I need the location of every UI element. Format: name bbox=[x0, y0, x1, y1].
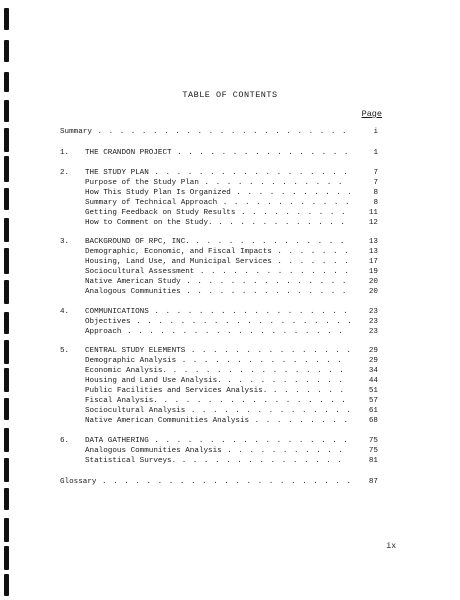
toc-entry-section-5[interactable] bbox=[60, 346, 378, 356]
page-title: TABLE OF CONTENTS bbox=[182, 90, 278, 100]
punch-mark bbox=[4, 280, 9, 304]
entry-label: Native American Communities Analysis . . . bbox=[85, 416, 350, 426]
entry-page: 7 bbox=[373, 169, 378, 177]
entry-label: DATA GATHERING . . . bbox=[85, 436, 350, 446]
toc-entry[interactable] bbox=[60, 446, 378, 456]
entry-number: 6. bbox=[60, 437, 70, 445]
entry-label: Demographic, Economic, and Fiscal Impacts . . . bbox=[85, 247, 350, 257]
entry-page: 17 bbox=[368, 258, 378, 266]
entry-page: 8 bbox=[373, 189, 378, 197]
entry-label: CENTRAL STUDY ELEMENTS . . . bbox=[85, 346, 350, 356]
entry-label: Glossary . . . bbox=[60, 477, 350, 487]
entry-page: 57 bbox=[368, 397, 378, 405]
toc-entry[interactable] bbox=[60, 277, 378, 287]
toc-entry[interactable] bbox=[60, 178, 378, 188]
toc-entry[interactable] bbox=[60, 356, 378, 366]
entry-page: 20 bbox=[368, 278, 378, 286]
toc-entry[interactable] bbox=[60, 208, 378, 218]
toc-entry[interactable] bbox=[60, 317, 378, 327]
entry-label: BACKGROUND OF RPC, INC. . . . bbox=[85, 237, 350, 247]
entry-label: Summary of Technical Approach . . . bbox=[85, 198, 350, 208]
toc-entry-section-1[interactable] bbox=[60, 148, 378, 158]
entry-page: 75 bbox=[368, 447, 378, 455]
entry-page: 81 bbox=[368, 457, 378, 465]
toc-entry-section-4[interactable] bbox=[60, 307, 378, 317]
toc-entry[interactable] bbox=[60, 376, 378, 386]
toc-entry[interactable] bbox=[60, 267, 378, 277]
entry-label: Sociocultural Analysis . . . bbox=[85, 406, 350, 416]
punch-mark bbox=[4, 368, 9, 392]
entry-label: How This Study Plan Is Organized . . . bbox=[85, 188, 350, 198]
entry-page: 20 bbox=[368, 288, 378, 296]
entry-page: i bbox=[373, 128, 378, 136]
punch-mark bbox=[4, 72, 9, 92]
entry-page: 87 bbox=[368, 478, 378, 486]
entry-number: 5. bbox=[60, 347, 70, 355]
toc-entry[interactable] bbox=[60, 247, 378, 257]
toc-entry[interactable] bbox=[60, 396, 378, 406]
entry-label: Purpose of the Study Plan . . . bbox=[85, 178, 350, 188]
entry-number: 4. bbox=[60, 308, 70, 316]
entry-page: 61 bbox=[368, 407, 378, 415]
toc-entry-glossary[interactable] bbox=[60, 477, 378, 487]
page-column-header: Page bbox=[361, 109, 382, 119]
entry-page: 23 bbox=[368, 308, 378, 316]
punch-mark bbox=[4, 40, 9, 62]
entry-page: 13 bbox=[368, 238, 378, 246]
entry-page: 68 bbox=[368, 417, 378, 425]
entry-label: Analogous Communities . . . bbox=[85, 287, 350, 297]
entry-page: 13 bbox=[368, 248, 378, 256]
toc-entry-section-2[interactable] bbox=[60, 168, 378, 178]
entry-page: 11 bbox=[368, 209, 378, 217]
toc-entry[interactable] bbox=[60, 456, 378, 466]
entry-label: Economic Analysis. . . . bbox=[85, 366, 350, 376]
entry-page: 23 bbox=[368, 328, 378, 336]
entry-label: Demographic Analysis . . . bbox=[85, 356, 350, 366]
toc-entry[interactable] bbox=[60, 406, 378, 416]
entry-label: Fiscal Analysis. . . . bbox=[85, 396, 350, 406]
entry-page: 44 bbox=[368, 377, 378, 385]
punch-mark bbox=[4, 518, 9, 542]
entry-page: 7 bbox=[373, 179, 378, 187]
punch-mark bbox=[4, 8, 9, 30]
entry-label: Public Facilities and Services Analysis. . . . bbox=[85, 386, 350, 396]
entry-page: 1 bbox=[373, 149, 378, 157]
punch-mark bbox=[4, 128, 9, 152]
toc-entry[interactable] bbox=[60, 257, 378, 267]
toc-entry[interactable] bbox=[60, 188, 378, 198]
entry-label: Sociocultural Assessment . . . bbox=[85, 267, 350, 277]
punch-mark bbox=[4, 428, 9, 452]
entry-page: 8 bbox=[373, 199, 378, 207]
entry-label: THE CRANDON PROJECT . . . bbox=[85, 148, 350, 158]
toc-entry[interactable] bbox=[60, 218, 378, 228]
entry-page: 29 bbox=[368, 347, 378, 355]
toc-entry[interactable] bbox=[60, 386, 378, 396]
entry-label: Summary . . . bbox=[60, 127, 350, 137]
entry-label: Analogous Communities Analysis . . . bbox=[85, 446, 350, 456]
toc-entry-summary[interactable] bbox=[60, 127, 378, 137]
entry-label: Housing, Land Use, and Municipal Services . . . bbox=[85, 257, 350, 267]
entry-label: Approach . . . bbox=[85, 327, 350, 337]
toc-entry[interactable] bbox=[60, 198, 378, 208]
entry-page: 12 bbox=[368, 219, 378, 227]
entry-label: Housing and Land Use Analysis. . . . bbox=[85, 376, 350, 386]
punch-mark bbox=[4, 488, 9, 510]
footer-page-number: ix bbox=[386, 542, 396, 551]
toc-entry[interactable] bbox=[60, 416, 378, 426]
punch-mark bbox=[4, 188, 9, 210]
entry-label: COMMUNICATIONS . . . bbox=[85, 307, 350, 317]
entry-label: THE STUDY PLAN . . . bbox=[85, 168, 350, 178]
entry-page: 19 bbox=[368, 268, 378, 276]
toc-entry[interactable] bbox=[60, 327, 378, 337]
entry-number: 2. bbox=[60, 169, 70, 177]
entry-page: 34 bbox=[368, 367, 378, 375]
punch-mark bbox=[4, 458, 9, 482]
punch-mark bbox=[4, 100, 9, 122]
entry-label: Getting Feedback on Study Results . . . bbox=[85, 208, 350, 218]
punch-mark bbox=[4, 574, 9, 596]
toc-entry-section-6[interactable] bbox=[60, 436, 378, 446]
entry-page: 75 bbox=[368, 437, 378, 445]
punch-mark bbox=[4, 248, 9, 274]
entry-label: Statistical Surveys. . . . bbox=[85, 456, 350, 466]
toc-entry[interactable] bbox=[60, 366, 378, 376]
punch-mark bbox=[4, 340, 9, 364]
entry-label: Native American Study . . . bbox=[85, 277, 350, 287]
punch-mark bbox=[4, 156, 9, 182]
punch-mark bbox=[4, 546, 9, 570]
punch-mark bbox=[4, 398, 9, 420]
toc-entry-section-3[interactable] bbox=[60, 237, 378, 247]
entry-page: 29 bbox=[368, 357, 378, 365]
toc-entry[interactable] bbox=[60, 287, 378, 297]
entry-page: 23 bbox=[368, 318, 378, 326]
entry-number: 3. bbox=[60, 238, 70, 246]
punch-mark bbox=[4, 312, 9, 334]
entry-number: 1. bbox=[60, 149, 70, 157]
entry-page: 51 bbox=[368, 387, 378, 395]
entry-label: Objectives . . . bbox=[85, 317, 350, 327]
punch-mark bbox=[4, 218, 9, 242]
entry-label: How to Comment on the Study. . . . bbox=[85, 218, 350, 228]
